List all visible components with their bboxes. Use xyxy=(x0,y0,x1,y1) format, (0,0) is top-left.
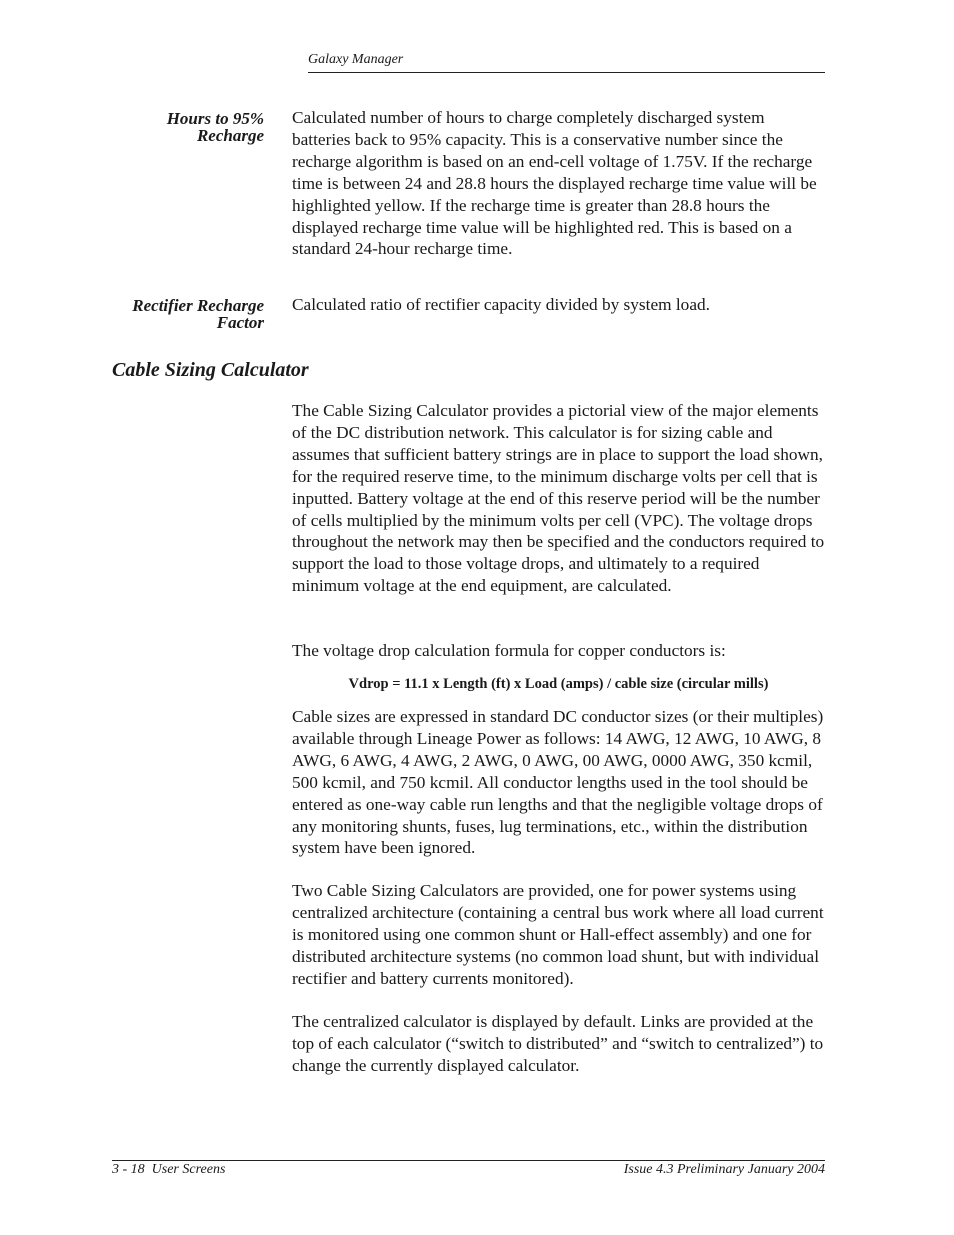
running-header: Galaxy Manager xyxy=(308,52,404,67)
term-line: Recharge xyxy=(196,126,264,145)
term-line: Factor xyxy=(216,313,264,332)
term-line: Rectifier Recharge xyxy=(132,296,264,315)
paragraph-intro: The Cable Sizing Calculator provides a pictorial view of the major elements of the DC distribution network. This calculator is for sizing cable and assumes that sufficient battery strings are in place to support the load shown, for the required reserve time, to the minimum discharge volts per cell that is inputted. Battery voltage at the end of this reserve period will be the number of cells multiplied by the minimum volts per cell (VPC). The voltage drops throughout the network may then be specified and the conductors required to support the load to those voltage drops, and ultimately to a required minimum voltage at the end equipment, are calculated. xyxy=(292,401,825,596)
paragraph-formula-intro: The voltage drop calculation formula for copper conductors is: xyxy=(292,641,726,660)
term-rectifier-recharge-factor xyxy=(74,297,264,331)
definition-hours-to-95-recharge: Calculated number of hours to charge completely discharged system batteries back to 95% capacity. This is a conservative number since the recharge algorithm is based on an end-cell voltage of 1.75V. If the recharge time is between 24 and 28.8 hours the displayed recharge time value will be highlighted yellow. If the recharge time is greater than 28.8 hours the displayed recharge time value will be highlighted red. This is based on a standard 24-hour recharge time. xyxy=(292,108,817,259)
section-heading: Cable Sizing Calculator xyxy=(112,359,309,381)
footer-page-number: 3 - 18 User Screens xyxy=(112,1162,226,1177)
footer-issue: Issue 4.3 Preliminary January 2004 xyxy=(623,1162,825,1177)
paragraph-default-calculator: The centralized calculator is displayed by default. Links are provided at the top of each calculator (“switch to distributed” and “switch to centralized”) to change the currently displayed calculator. xyxy=(292,1012,824,1075)
paragraph-cable-sizes: Cable sizes are expressed in standard DC conductor sizes (or their multiples) available through Lineage Power as follows: 14 AWG, 12 AWG, 10 AWG, 8 AWG, 6 AWG, 4 AWG, 2 AWG, 0 AWG, 00 AWG, 0000 AWG, 350 kcmil, 500 kcmil, and 750 kcmil. All conductor lengths used in the tool should be entered as one-way cable run lengths and that the negligible voltage drops of any monitoring shunts, fuses, lug terminations, etc., within the distribution system have been ignored. xyxy=(292,707,824,858)
term-hours-to-95-recharge xyxy=(74,110,264,144)
definition-rectifier-recharge-factor: Calculated ratio of rectifier capacity divided by system load. xyxy=(292,295,710,314)
footer-rule xyxy=(112,1160,825,1161)
paragraph-two-calculators: Two Cable Sizing Calculators are provided, one for power systems using centralized architecture (containing a central bus work where all load current is monitored using one common shunt or Hall-effect assembly) and one for distributed architecture systems (no common load shunt, but with individual rectifier and battery currents monitored). xyxy=(292,881,824,988)
header-rule xyxy=(308,72,825,73)
term-line: Hours to 95% xyxy=(166,109,264,128)
voltage-drop-formula: Vdrop = 11.1 x Length (ft) x Load (amps) / cable size (circular mills) xyxy=(348,676,769,692)
